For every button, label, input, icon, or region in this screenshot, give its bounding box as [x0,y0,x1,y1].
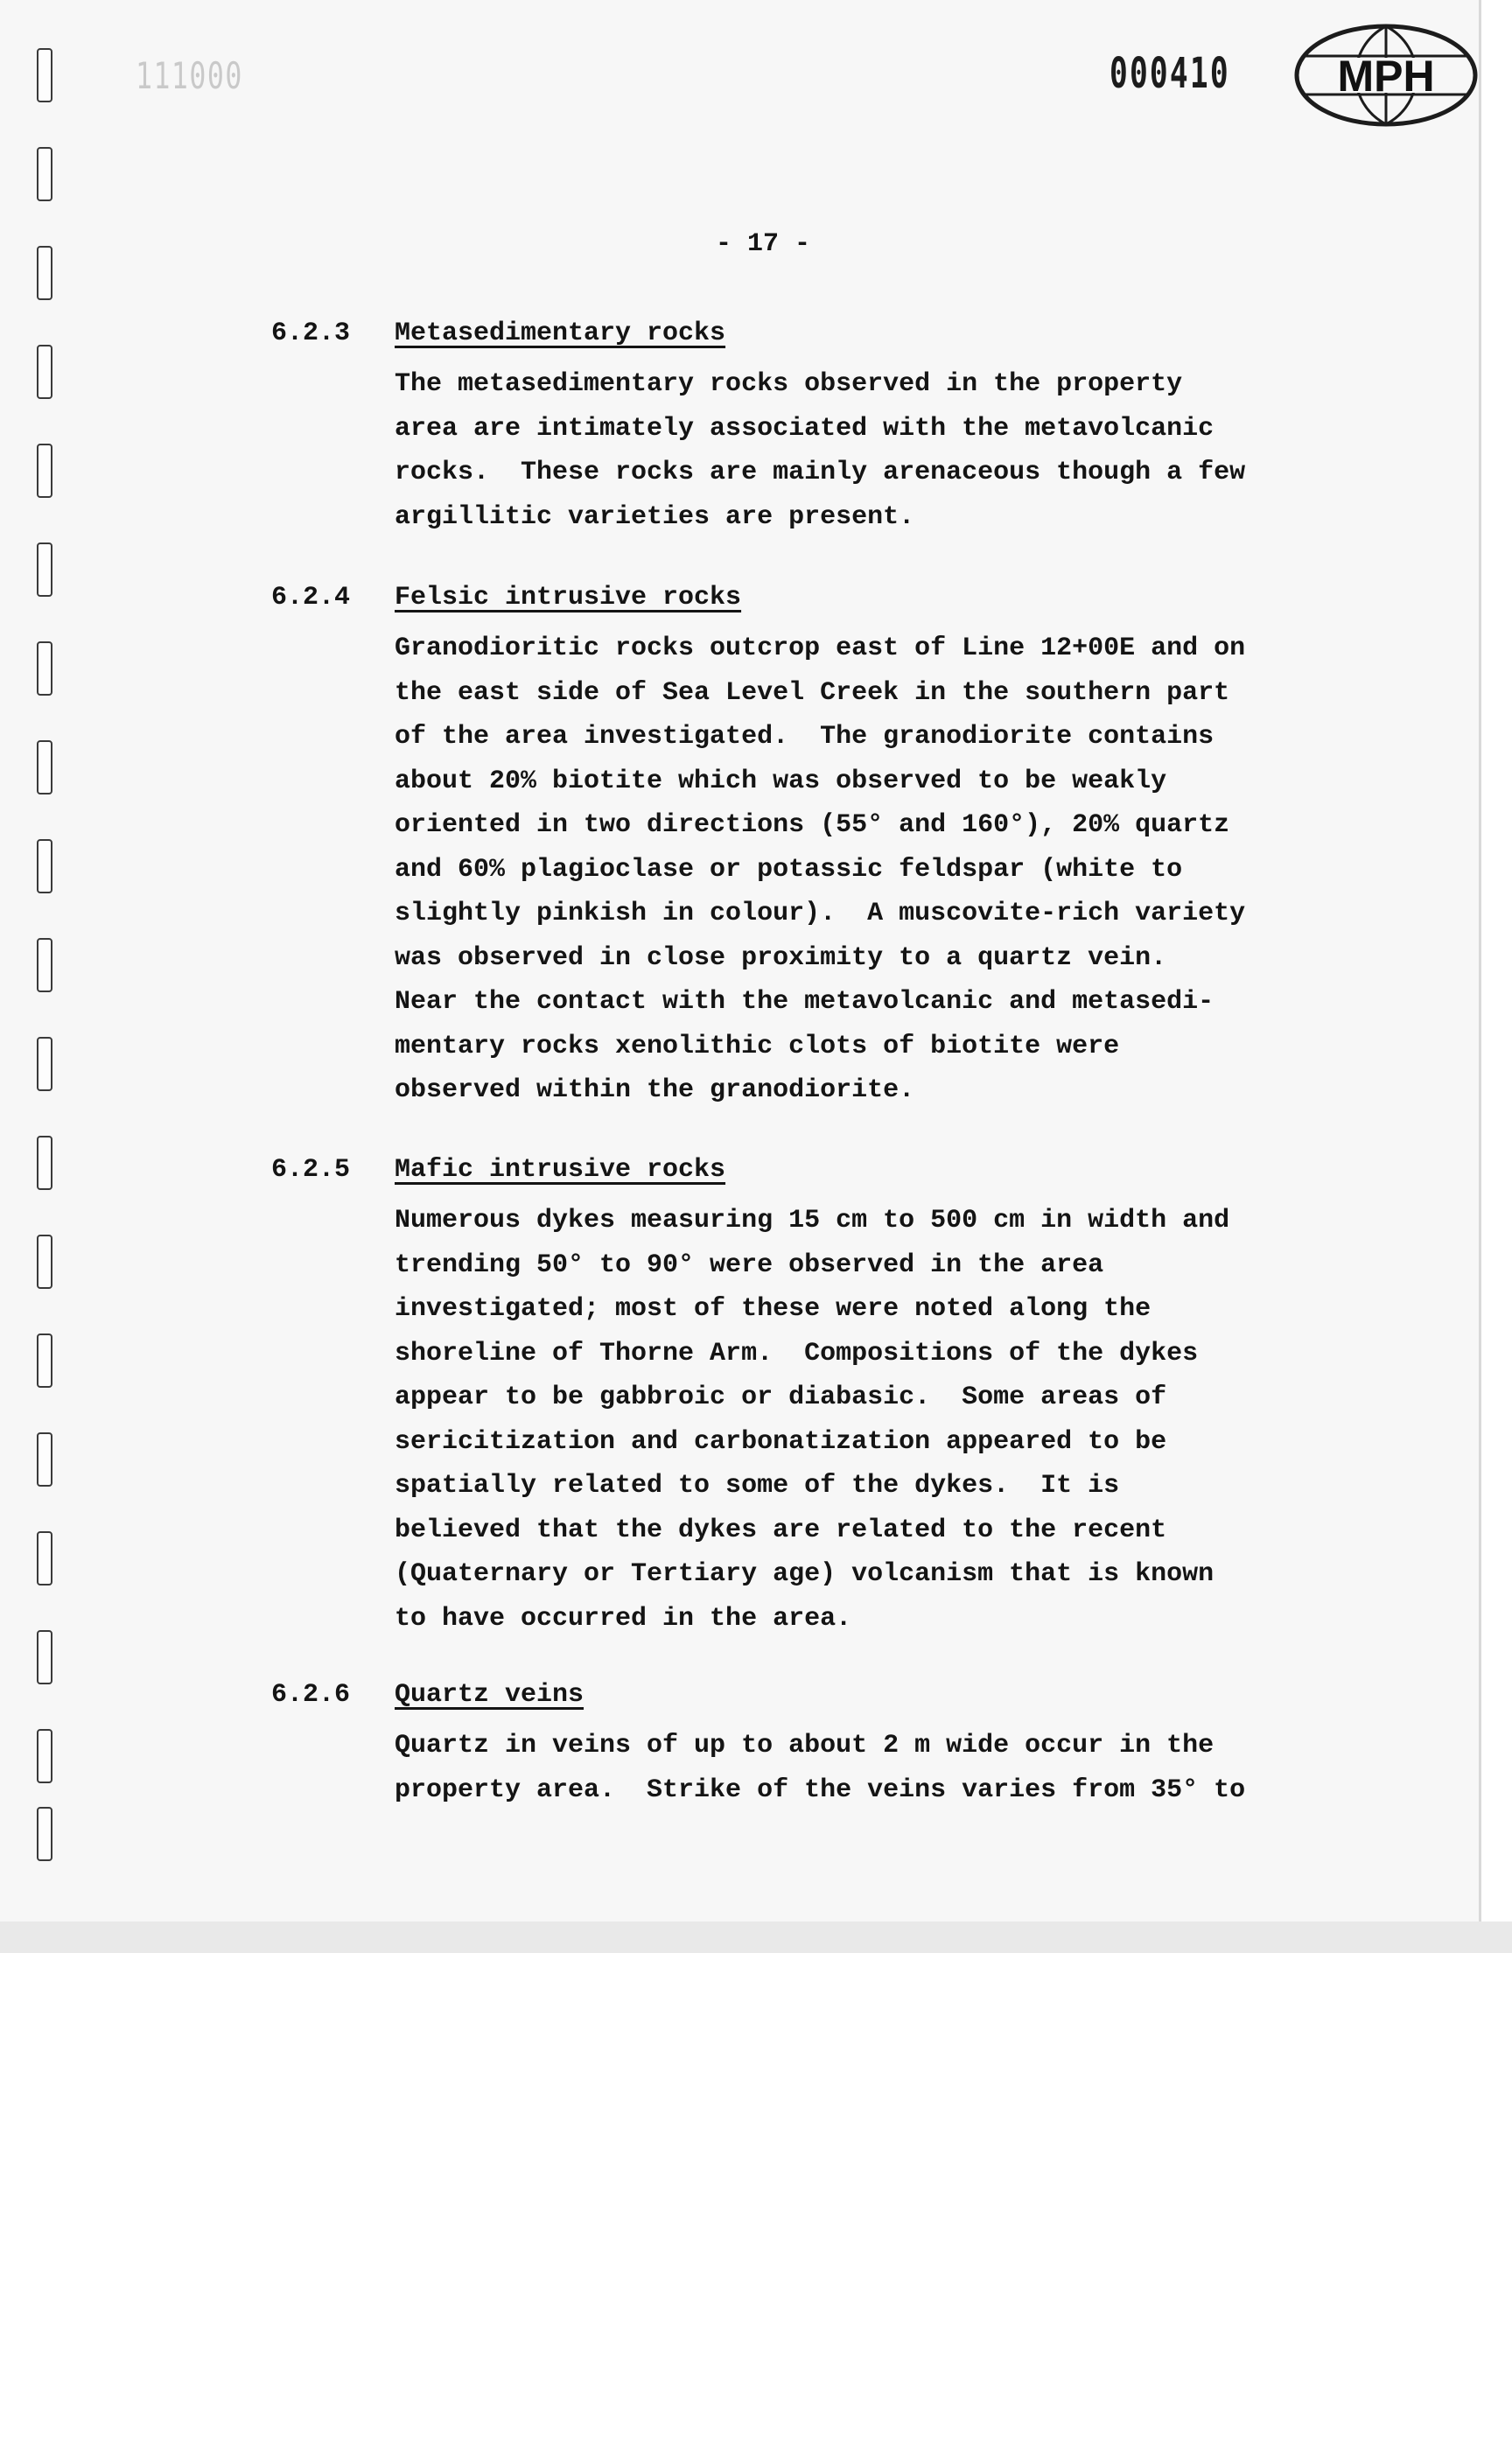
binder-hole [37,938,52,992]
section-body [395,1724,1512,1812]
binder-hole [37,1807,52,1861]
binder-hole [37,1432,52,1487]
section-body [395,626,1512,1113]
section-body [395,362,1512,539]
text-line: spatially related to some of the dykes. It is [395,1471,1120,1501]
text-line: appear to be gabbroic or diabasic. Some areas of [395,1382,1167,1412]
text-line: was observed in close proximity to a quartz vein. [395,942,1167,973]
scan-edge-strip [0,1922,1512,1953]
mph-logo [1293,21,1479,130]
text-line: Near the contact with the metavolcanic and metasedi- [395,987,1214,1017]
text-line: mentary rocks xenolithic clots of biotite were [395,1031,1120,1061]
binder-hole [37,740,52,794]
text-line: sericitization and carbonatization appeared to be [395,1426,1167,1457]
binder-hole [37,641,52,696]
binder-hole [37,1235,52,1289]
section-number: 6.2.3 [271,318,351,348]
text-line: about 20% biotite which was observed to be weakly [395,766,1167,796]
text-line: and 60% plagioclase or potassic feldspar (white to [395,854,1183,885]
binder-hole [37,1037,52,1091]
text-line: (Quaternary or Tertiary age) volcanism that is known [395,1559,1214,1589]
text-line: to have occurred in the area. [395,1603,852,1634]
binder-hole [37,1136,52,1190]
text-line: investigated; most of these were noted along the [395,1294,1152,1324]
faint-stamp-number: 111000 [136,54,243,97]
binder-hole [37,839,52,893]
logo-text: MPH [1337,52,1435,101]
binder-hole [37,246,52,300]
text-line: Numerous dykes measuring 15 cm to 500 cm in width and [395,1206,1230,1236]
binder-hole [37,1729,52,1783]
section-number: 6.2.4 [271,583,351,612]
text-line: argillitic varieties are present. [395,501,915,532]
document-stamp-number: 000410 [1110,49,1230,98]
text-line: observed within the granodiorite. [395,1075,915,1105]
text-line: the east side of Sea Level Creek in the southern part [395,677,1230,708]
section-heading: Quartz veins [395,1680,584,1710]
binder-hole [37,1531,52,1586]
binder-hole [37,542,52,597]
text-line: trending 50° to 90° were observed in the area [395,1250,1104,1280]
text-line: property area. Strike of the veins varies from 35° to [395,1774,1246,1805]
text-line: The metasedimentary rocks observed in the property [395,369,1183,399]
text-line: rocks. These rocks are mainly arenaceous though a few [395,458,1246,487]
section-number: 6.2.5 [271,1155,351,1185]
binder-hole [37,1630,52,1684]
section-body [395,1199,1512,1641]
text-line: area are intimately associated with the metavolcanic [395,413,1214,444]
text-line: Granodioritic rocks outcrop east of Line 12+00E and on [395,634,1246,663]
text-line: oriented in two directions (55° and 160°), 20% quartz [395,810,1230,840]
binder-hole [37,1334,52,1388]
section-heading: Metasedimentary rocks [395,318,726,348]
text-line: slightly pinkish in colour). A muscovite-rich variety [395,899,1246,928]
section-heading: Felsic intrusive rocks [395,583,742,612]
binder-hole [37,48,52,102]
globe-logo-icon [1293,21,1479,130]
binder-hole [37,147,52,201]
binder-hole [37,444,52,498]
text-line: of the area investigated. The granodiorite contains [395,722,1214,752]
binder-holes [37,48,63,1868]
text-line: believed that the dykes are related to the recent [395,1515,1167,1545]
text-line: shoreline of Thorne Arm. Compositions of the dykes [395,1338,1199,1368]
section-number: 6.2.6 [271,1680,351,1710]
text-line: Quartz in veins of up to about 2 m wide occur in the [395,1731,1214,1760]
section-heading: Mafic intrusive rocks [395,1155,726,1185]
binder-hole [37,345,52,399]
page-number: - 17 - [716,229,811,259]
